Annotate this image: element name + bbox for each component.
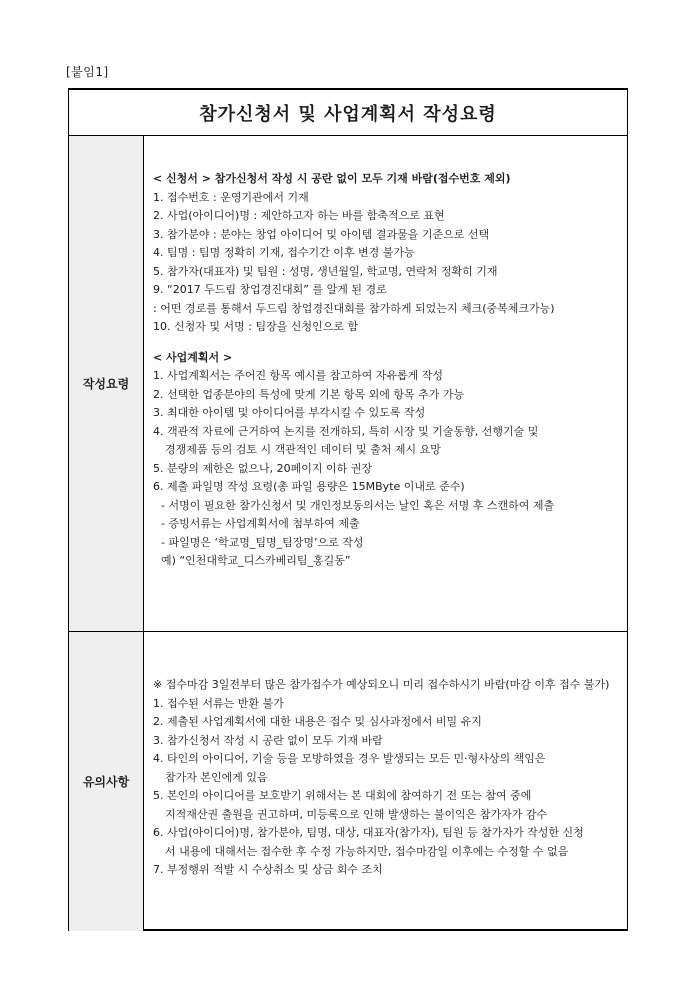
business-heading: < 사업계획서 > (153, 350, 233, 364)
attachment-label: [붙임1] (66, 65, 109, 79)
notes-label: 유의사항 (69, 632, 144, 931)
list-item: 1. 접수번호 : 운영기관에서 기재 (153, 190, 309, 204)
list-item: 예) “인천대학교_디스카베리팀_홍길동” (161, 554, 351, 567)
list-item: 2. 사업(아이디어)명 : 제안하고자 하는 바를 함축적으로 표현 (153, 209, 445, 222)
list-item: 3. 참가분야 : 분야는 창업 아이디어 및 아이템 결과물을 기준으로 선택 (153, 227, 490, 241)
guide-table (68, 88, 628, 931)
list-item: 2. 선택한 업종분야의 특성에 맞게 기본 항목 외에 항목 추가 가능 (153, 387, 465, 401)
list-item: 10. 신청자 및 서명 : 팀장을 신청인으로 함 (153, 320, 359, 333)
list-item: 경쟁제품 등의 검토 시 객관적인 데이터 및 출처 제시 요망 (165, 443, 441, 456)
list-item: 5. 분량의 제한은 없으나, 20페이지 이하 권장 (153, 461, 372, 475)
list-item: 9. “2017 두드림 창업경진대회” 를 알게 된 경로 (153, 283, 387, 296)
list-item: 6. 사업(아이디어)명, 참가분야, 팀명, 대상, 대표자(참가자), 팀원 등 참가자가 작성한 신청 (153, 826, 584, 839)
list-item: 1. 접수된 서류는 반환 불가 (153, 696, 284, 710)
list-item: ※ 접수마감 3일전부터 많은 참가접수가 예상되오니 미리 접수하시기 바람(마감 이후 접수 불가) (153, 678, 610, 691)
writing-guide-label: 작성요령 (69, 136, 144, 631)
notes-row (69, 632, 627, 931)
list-item: 참가자 본인에게 있음 (165, 770, 268, 784)
list-item: 7. 부정행위 적발 시 수상취소 및 상금 회수 조치 (153, 863, 383, 876)
list-item: 3. 참가신청서 작성 시 공란 없이 모두 기재 바람 (153, 733, 383, 747)
list-item: 1. 사업계획서는 주어진 항목 예시를 참고하여 자유롭게 작성 (153, 369, 443, 382)
notes-content (143, 632, 627, 931)
list-item: - 파일명은 ‘학교명_팀명_팀장명’으로 작성 (161, 535, 364, 549)
list-item: 서 내용에 대해서는 접수한 후 수정 가능하지만, 접수마감일 이후에는 수정할 수 없음 (165, 844, 569, 858)
list-item: 4. 객관적 자료에 근거하여 논지를 전개하되, 특히 시장 및 기술동향, 선행기술 및 (153, 424, 539, 438)
list-item: 2. 제출된 사업계획서에 대한 내용은 접수 및 심사과정에서 비밀 유지 (153, 715, 482, 728)
list-item: 5. 본인의 아이디어를 보호받기 위해서는 본 대회에 참여하기 전 또는 참여 중에 (153, 789, 532, 802)
list-item: : 어떤 경로를 통해서 두드림 창업경진대회를 참가하게 되었는지 체크(중복체크가능) (153, 301, 555, 315)
list-item: 지적재산권 출원을 권고하며, 미등록으로 인해 발생하는 불이익은 참가자가 감수 (165, 807, 548, 821)
list-item: 5. 참가자(대표자) 및 팀원 : 성명, 생년월일, 학교명, 연락처 정확히 기재 (153, 264, 498, 278)
page-title: 참가신청서 및 사업계획서 작성요령 (199, 103, 497, 125)
list-item: 3. 최대한 아이템 및 아이디어를 부각시킬 수 있도록 작성 (153, 406, 426, 419)
writing-guide-row (69, 136, 627, 632)
application-heading: < 신청서 > 참가신청서 작성 시 공란 없이 모두 기재 바람(접수번호 제외) (153, 172, 511, 185)
list-item: - 증빙서류는 사업계획서에 첨부하여 제출 (161, 517, 360, 530)
list-item: 4. 팀명 : 팀명 정확히 기재, 접수기간 이후 변경 불가능 (153, 246, 415, 259)
list-item: - 서명이 필요한 참가신청서 및 개인정보동의서는 날인 혹은 서명 후 스캔하여 제출 (161, 498, 555, 512)
title-row (69, 90, 627, 136)
writing-guide-content (143, 136, 627, 631)
list-item: 4. 타인의 아이디어, 기술 등을 모방하였을 경우 발생되는 모든 민·형사상의 책임은 (153, 752, 546, 765)
list-item: 6. 제출 파일명 작성 요령(총 파일 용량은 15MByte 이내로 준수) (153, 480, 465, 493)
